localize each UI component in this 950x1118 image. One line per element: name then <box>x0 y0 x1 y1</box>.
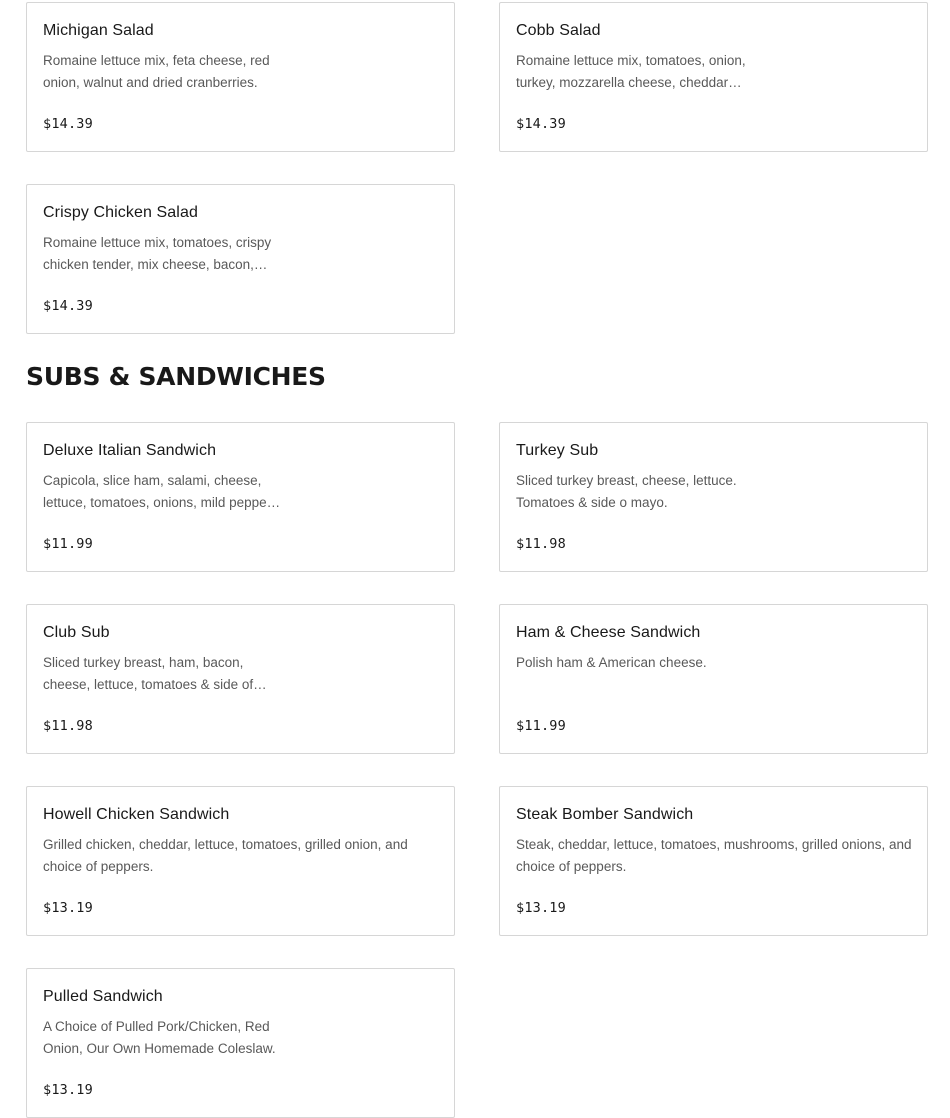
menu-item-name: Club Sub <box>43 624 110 641</box>
menu-item-card-ham-cheese-sandwich[interactable] <box>499 604 928 754</box>
menu-item-price: $11.99 <box>516 718 566 734</box>
menu-item-price: $13.19 <box>43 900 93 916</box>
menu-item-price: $11.98 <box>43 718 93 734</box>
menu-item-price: $13.19 <box>516 900 566 916</box>
menu-item-description: Romaine lettuce mix, tomatoes, crispy chicken tender, mix cheese, bacon,… <box>43 235 272 272</box>
menu-item-description: Sliced turkey breast, ham, bacon, cheese, lettuce, tomatoes & side of… <box>43 655 267 692</box>
menu-item-name: Ham & Cheese Sandwich <box>516 624 701 641</box>
menu-item-description: Sliced turkey breast, cheese, lettuce. Tomatoes & side o mayo. <box>516 473 737 510</box>
menu-item-price: $11.98 <box>516 536 566 552</box>
menu-item-description: Romaine lettuce mix, tomatoes, onion, turkey, mozzarella cheese, cheddar… <box>516 53 746 90</box>
menu-item-card-cobb-salad[interactable] <box>499 2 928 152</box>
menu-item-description: Grilled chicken, cheddar, lettuce, tomatoes, grilled onion, and choice of peppers. <box>43 837 408 874</box>
menu-item-card-turkey-sub[interactable] <box>499 422 928 572</box>
menu-item-description: Capicola, slice ham, salami, cheese, lettuce, tomatoes, onions, mild peppe… <box>43 473 281 510</box>
menu-item-card-pulled-sandwich[interactable] <box>26 968 455 1118</box>
menu-item-card-steak-bomber-sandwich[interactable] <box>499 786 928 936</box>
menu-item-name: Steak Bomber Sandwich <box>516 806 694 823</box>
menu-item-name: Michigan Salad <box>43 22 154 39</box>
menu-item-price: $13.19 <box>43 1082 93 1098</box>
menu-item-card-club-sub[interactable] <box>26 604 455 754</box>
menu-item-name: Pulled Sandwich <box>43 988 163 1005</box>
menu-item-price: $14.39 <box>516 116 566 132</box>
menu-item-price: $11.99 <box>43 536 93 552</box>
menu-item-name: Howell Chicken Sandwich <box>43 806 230 823</box>
menu-item-card-crispy-chicken-salad[interactable] <box>26 184 455 334</box>
menu-item-description: A Choice of Pulled Pork/Chicken, Red Onion, Our Own Homemade Coleslaw. <box>43 1019 276 1056</box>
menu-item-description: Polish ham & American cheese. <box>516 655 707 670</box>
menu-item-card-howell-chicken-sandwich[interactable] <box>26 786 455 936</box>
section-title-subs-sandwiches: SUBS & SANDWICHES <box>26 362 326 391</box>
menu-item-name: Crispy Chicken Salad <box>43 204 198 221</box>
menu-item-description: Romaine lettuce mix, feta cheese, red onion, walnut and dried cranberries. <box>43 53 270 90</box>
menu-item-description: Steak, cheddar, lettuce, tomatoes, mushrooms, grilled onions, and choice of peppers. <box>516 837 912 874</box>
menu-item-name: Cobb Salad <box>516 22 601 39</box>
menu-item-price: $14.39 <box>43 298 93 314</box>
menu-item-price: $14.39 <box>43 116 93 132</box>
menu-item-name: Deluxe Italian Sandwich <box>43 442 217 459</box>
menu-item-card-michigan-salad[interactable] <box>26 2 455 152</box>
menu-item-card-deluxe-italian-sandwich[interactable] <box>26 422 455 572</box>
menu-item-name: Turkey Sub <box>516 442 599 459</box>
